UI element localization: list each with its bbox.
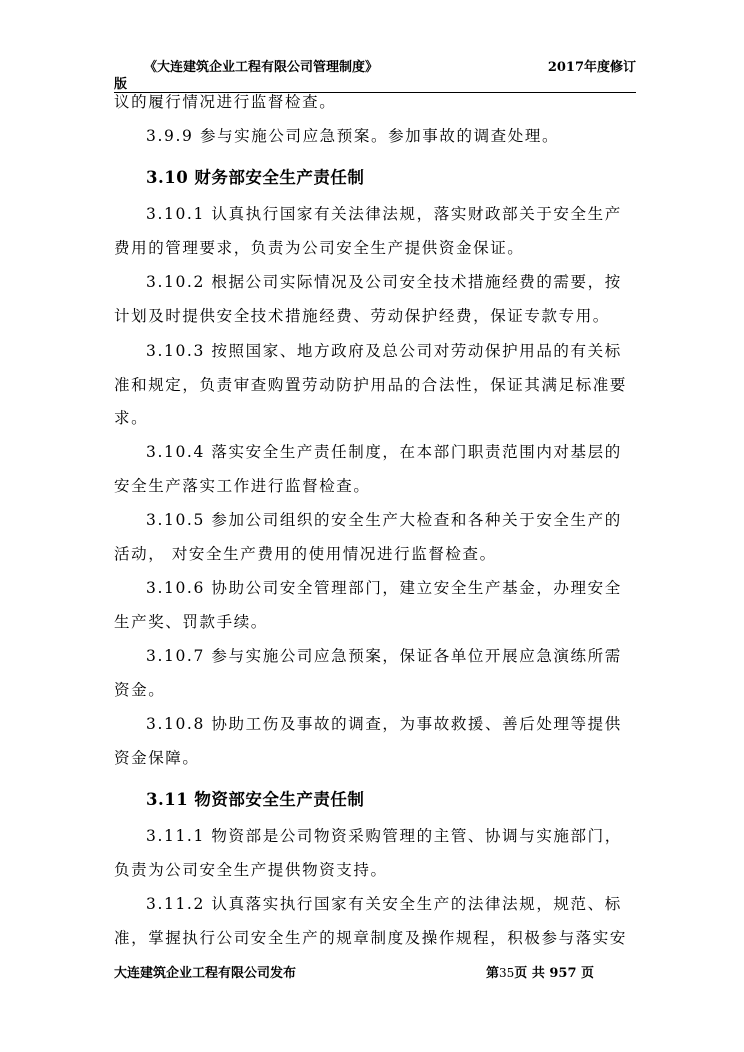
body-line: 计划及时提供安全技术措施经费、劳动保护经费，保证专款专用。 (114, 307, 610, 325)
header-revision: 2017年度修订 (547, 60, 636, 75)
body-line: 准和规定，负责审查购置劳动防护用品的合法性，保证其满足标准要 (114, 376, 628, 394)
body-line: 3.10.4 落实安全生产责任制度，在本部门职责范围内对基层的 (146, 443, 622, 461)
body-line: 负责为公司安全生产提供物资支持。 (114, 861, 388, 879)
header-document-title: 《大连建筑企业工程有限公司管理制度》 (144, 60, 379, 75)
body-line: 资金保障。 (114, 749, 200, 767)
body-line: 3.9.9 参与实施公司应急预案。参加事故的调查处理。 (146, 127, 560, 145)
header-revision-wrap: 版 (114, 77, 128, 92)
page-header (114, 50, 636, 93)
body-line: 求。 (114, 409, 149, 427)
page-footer (114, 962, 636, 982)
body-line: 活动， 对安全生产费用的使用情况进行监督检查。 (114, 545, 497, 563)
body-line: 3.11.1 物资部是公司物资采购管理的主管、协调与实施部门， (146, 827, 622, 845)
page-total: 957 (549, 966, 577, 981)
body-line: 3.10.1 认真执行国家有关法律法规，落实财政部关于安全生产 (146, 205, 622, 223)
body-line: 3.11.2 认真落实执行国家有关安全生产的法律法规，规范、标 (146, 895, 622, 913)
page-suffix: 页 (581, 966, 595, 981)
section-heading: 3.10 财务部安全生产责任制 (146, 168, 365, 187)
body-line: 3.10.6 协助公司安全管理部门，建立安全生产基金，办理安全 (146, 579, 622, 597)
body-line: 3.10.3 按照国家、地方政府及总公司对劳动保护用品的有关标 (146, 342, 622, 360)
page-mid: 页 共 (514, 966, 545, 981)
section-heading: 3.11 物资部安全生产责任制 (146, 790, 365, 809)
body-line: 生产奖、罚款手续。 (114, 613, 268, 631)
footer-page-number (486, 962, 594, 981)
body-line: 3.10.8 协助工伤及事故的调查，为事故救援、善后处理等提供 (146, 715, 622, 733)
body-line: 议的履行情况进行监督检查。 (114, 93, 337, 111)
body-line: 3.10.7 参与实施公司应急预案，保证各单位开展应急演练所需 (146, 647, 622, 665)
footer-publisher: 大连建筑企业工程有限公司发布 (114, 966, 297, 981)
body-line: 资金。 (114, 681, 166, 699)
body-line: 准，掌握执行公司安全生产的规章制度及操作规程，积极参与落实安 (114, 929, 628, 947)
page-prefix: 第 (486, 966, 500, 981)
page-current: 35 (499, 966, 515, 980)
body-line: 安全生产落实工作进行监督检查。 (114, 477, 371, 495)
body-line: 3.10.5 参加公司组织的安全生产大检查和各种关于安全生产的 (146, 511, 622, 529)
body-line: 3.10.2 根据公司实际情况及公司安全技术措施经费的需要，按 (146, 273, 622, 291)
body-line: 费用的管理要求，负责为公司安全生产提供资金保证。 (114, 239, 525, 257)
